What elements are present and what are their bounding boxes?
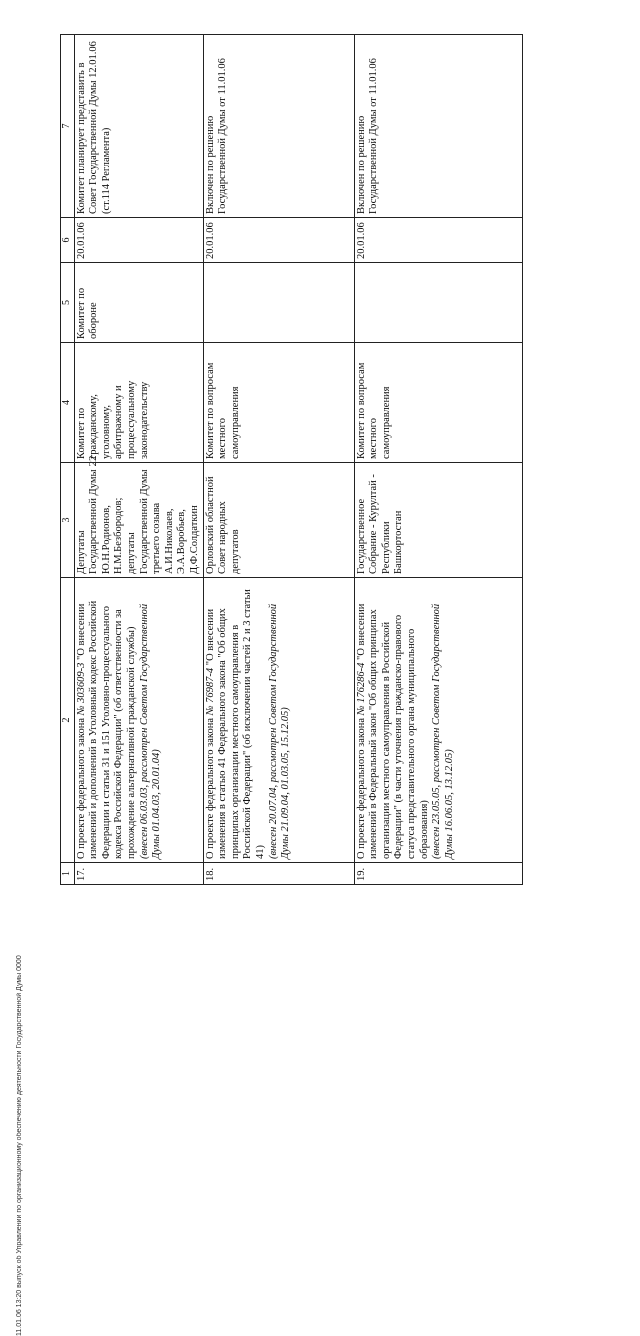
committee-cell: Комитет по вопросам местного самоуправления <box>203 343 354 463</box>
page-number: 22 <box>87 455 99 467</box>
initiator-cell: Орловский областной Совет народных депутатов <box>203 463 354 578</box>
committee-cell: Комитет по вопросам местного самоуправления <box>354 343 522 463</box>
project-intro: О проекте федерального закона <box>75 715 87 859</box>
project-text: "О внесении изменений в Федеральный закон "Об общих принципах организации местного самоуправления в Российской Федерации" (в части уточнения гражданско-правового статуса представительного органа муниципального образования) <box>355 603 430 859</box>
project-number: № 303609-3 <box>75 662 87 716</box>
project-number: № 76987-4 <box>204 667 216 716</box>
note-cell: Включен по решению Государственной Думы от 11.01.06 <box>203 35 354 218</box>
column-header: 2 <box>61 578 75 863</box>
row-number: 17. <box>74 863 203 885</box>
table-row <box>203 35 354 885</box>
table-row <box>354 35 522 885</box>
project-note: (внесен 20.07.04, рассмотрен Советом Государственной Думы 21.09.04, 01.03.05, 15.12.05) <box>267 603 292 859</box>
project-text: "О внесении изменения в статью 41 Федерального закона "Об общих принципах организации местного самоуправления в Российской Федерации" (об исключении частей 2 и 3 статьи 41) <box>204 589 266 859</box>
project-text: "О внесении изменений и дополнений в Уголовный кодекс Российской Федерации и статьи 31 и 151 Уголовно-процессуального кодекса Российской Федерации" (об ответственности за прохождение альтернативной гражданской службы) <box>75 600 137 859</box>
date-cell: 20.01.06 <box>203 218 354 263</box>
date-cell: 20.01.06 <box>74 218 203 263</box>
document-sheet <box>60 35 630 885</box>
committee-cell: Комитет по гражданскому, уголовному, арбитражному и процессуальному законодательству <box>74 343 203 463</box>
project-cell <box>203 578 354 863</box>
row-number: 19. <box>354 863 522 885</box>
co-committee-cell <box>203 263 354 343</box>
column-header: 5 <box>61 263 75 343</box>
co-committee-cell <box>354 263 522 343</box>
footer-note: 11.01.06 13:20 выпуск об Управлении по организационному обеспечению деятельности Государственной Думы 0000 <box>16 955 23 1336</box>
project-intro: О проекте федерального закона <box>355 715 367 859</box>
table-header-row <box>61 35 75 885</box>
column-header: 6 <box>61 218 75 263</box>
initiator-cell: Государственное Собрание - Курултай - Республики Башкортостан <box>354 463 522 578</box>
project-note: (внесен 23.05.05, рассмотрен Советом Государственной Думы 16.06.05, 13.12.05) <box>431 603 455 859</box>
initiator-cell: Депутаты Государственной Думы Ю.Н.Родионов, Н.М.Безбородов; депутаты Государственной Думы третьего созыва А.И.Николаев, Э.А.Воробьев, Д.Ф.Солдаткин <box>74 463 203 578</box>
column-header: 1 <box>61 863 75 885</box>
co-committee-cell: Комитет по обороне <box>74 263 203 343</box>
column-header: 7 <box>61 35 75 218</box>
table-row <box>74 35 203 885</box>
project-cell <box>354 578 522 863</box>
column-header: 3 <box>61 463 75 578</box>
project-intro: О проекте федерального закона <box>204 715 216 859</box>
note-cell: Включен по решению Государственной Думы от 11.01.06 <box>354 35 522 218</box>
row-number: 18. <box>203 863 354 885</box>
column-header: 4 <box>61 343 75 463</box>
legislation-table <box>60 34 523 885</box>
project-number: № 176286-4 <box>355 662 367 716</box>
project-cell <box>74 578 203 863</box>
note-cell: Комитет планирует представить в Совет Государственной Думы 12.01.06 (ст.114 Регламента) <box>74 35 203 218</box>
project-note: (внесен 06.03.03, рассмотрен Советом Государственной Думы 01.04.03, 20.01.04) <box>138 603 163 859</box>
date-cell: 20.01.06 <box>354 218 522 263</box>
